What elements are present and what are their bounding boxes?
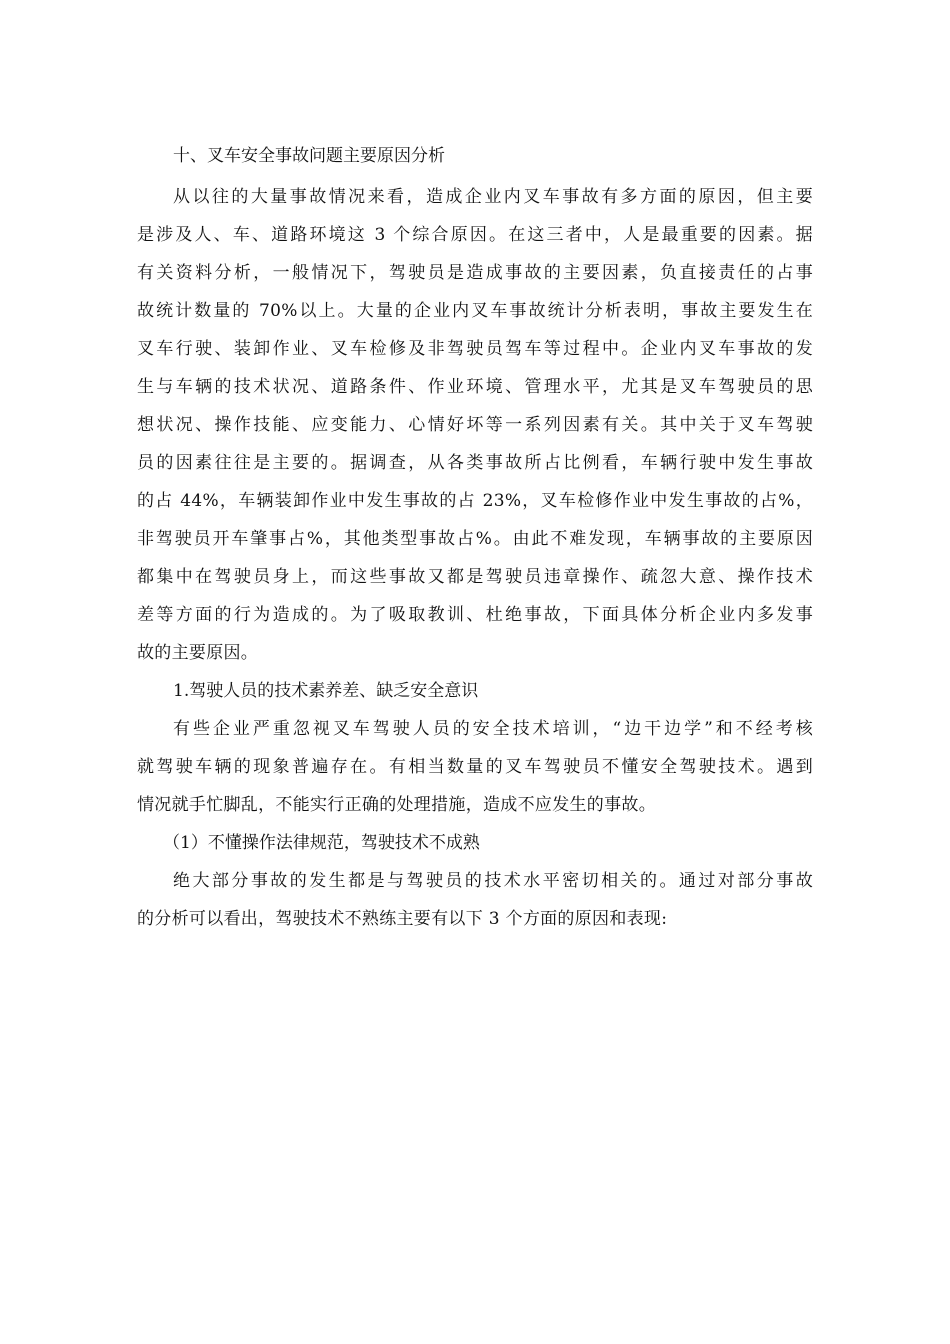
document-page (137, 137, 813, 938)
subsection-heading-2: （1）不懂操作法律规范，驾驶技术不成熟 (163, 833, 480, 853)
paragraph-line: 都集中在驾驶员身上，而这些事故又都是驾驶员违章操作、疏忽大意、操作技术 (137, 567, 813, 587)
subsection-heading: 1.驾驶人员的技术素养差、缺乏安全意识 (173, 681, 479, 701)
paragraph-line: 是涉及人、车、道路环境这 3 个综合原因。在这三者中，人是最重要的因素。据 (137, 225, 813, 245)
paragraph-line: 故统计数量的 70%以上。大量的企业内叉车事故统计分析表明，事故主要发生在 (137, 301, 813, 321)
paragraph-line: 从以往的大量事故情况来看，造成企业内叉车事故有多方面的原因，但主要 (173, 187, 813, 207)
paragraph-line: 叉车行驶、装卸作业、叉车检修及非驾驶员驾车等过程中。企业内叉车事故的发 (137, 339, 813, 359)
paragraph-line: 有关资料分析，一般情况下，驾驶员是造成事故的主要因素，负直接责任的占事 (137, 263, 813, 283)
section-heading: 十、叉车安全事故问题主要原因分析 (173, 146, 445, 166)
paragraph-line: 绝大部分事故的发生都是与驾驶员的技术水平密切相关的。通过对部分事故 (173, 871, 813, 891)
paragraph-line: 故的主要原因。 (137, 643, 259, 663)
paragraph-line: 情况就手忙脚乱，不能实行正确的处理措施，造成不应发生的事故。 (137, 795, 656, 815)
paragraph-line: 非驾驶员开车肇事占%，其他类型事故占%。由此不难发现，车辆事故的主要原因 (137, 529, 813, 549)
paragraph-line: 想状况、操作技能、应变能力、心情好坏等一系列因素有关。其中关于叉车驾驶 (137, 415, 813, 435)
paragraph-1 (137, 178, 813, 672)
paragraph-line: 的占 44%，车辆装卸作业中发生事故的占 23%，叉车检修作业中发生事故的占%， (137, 491, 813, 511)
paragraph-3 (137, 862, 813, 938)
paragraph-2 (137, 710, 813, 824)
paragraph-line: 就驾驶车辆的现象普遍存在。有相当数量的叉车驾驶员不懂安全驾驶技术。遇到 (137, 757, 813, 777)
paragraph-line: 生与车辆的技术状况、道路条件、作业环境、管理水平，尤其是叉车驾驶员的思 (137, 377, 813, 397)
paragraph-line: 有些企业严重忽视叉车驾驶人员的安全技术培训，“边干边学”和不经考核 (173, 719, 813, 739)
paragraph-line: 的分析可以看出，驾驶技术不熟练主要有以下 3 个方面的原因和表现: (137, 909, 668, 929)
paragraph-line: 差等方面的行为造成的。为了吸取教训、杜绝事故，下面具体分析企业内多发事 (137, 605, 813, 625)
paragraph-line: 员的因素往往是主要的。据调查，从各类事故所占比例看，车辆行驶中发生事故 (137, 453, 813, 473)
